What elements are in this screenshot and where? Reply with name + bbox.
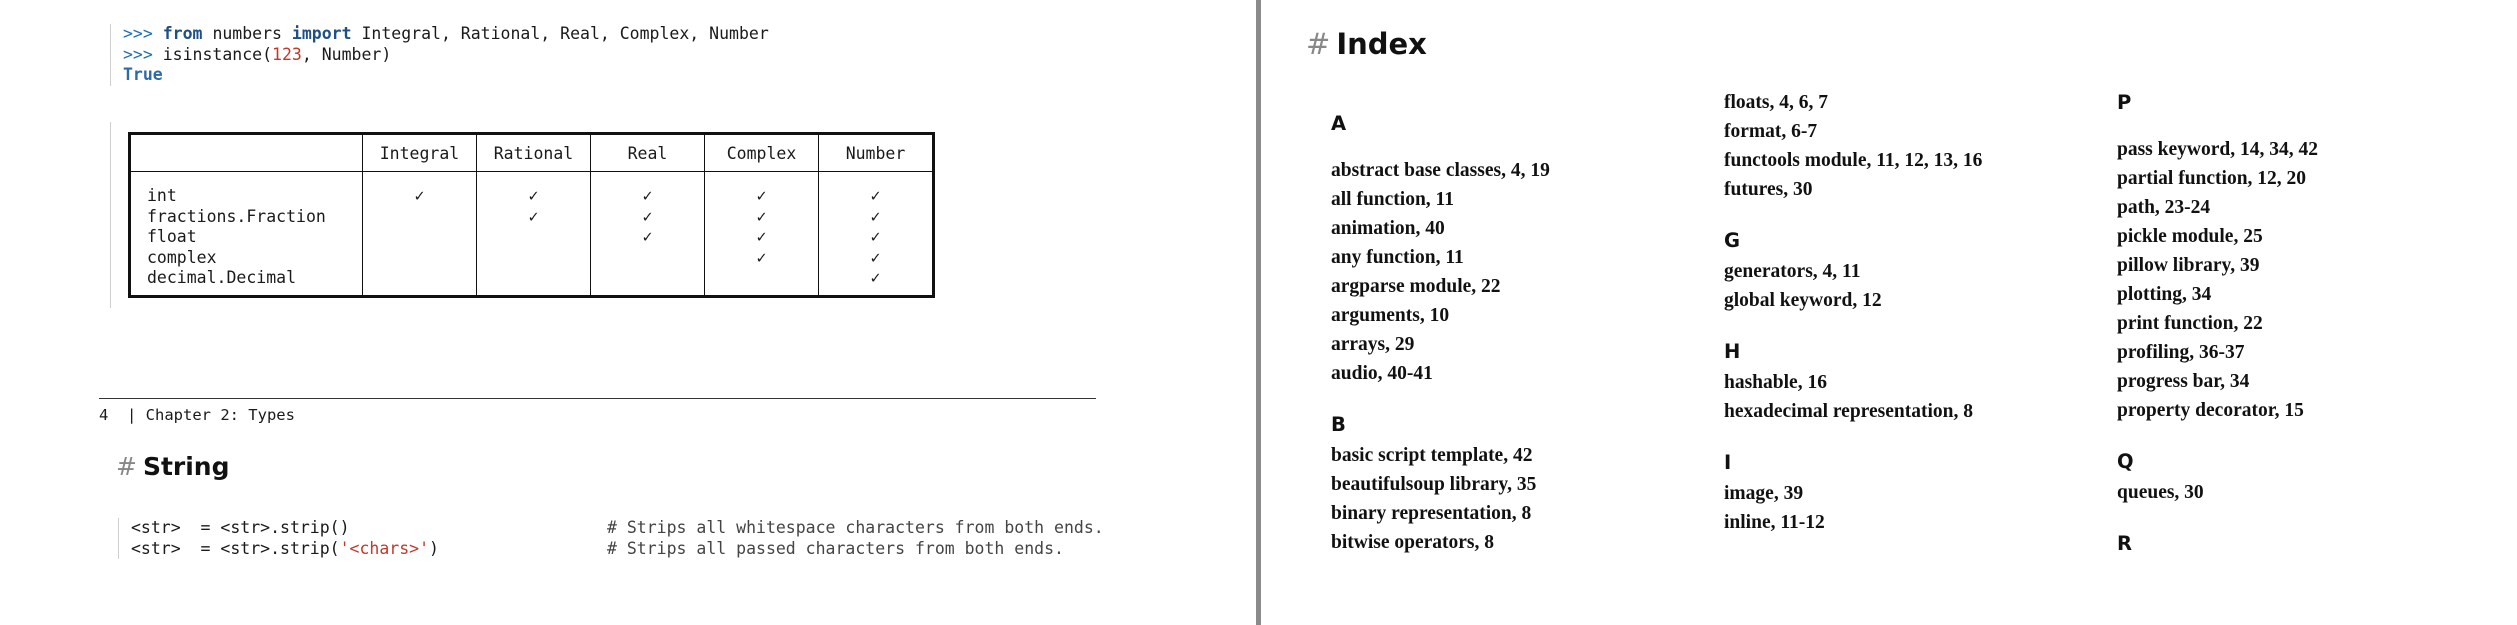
checkmark [363, 227, 476, 248]
index-entry: partial function, 12, 20 [2117, 168, 2307, 189]
checkmark [363, 268, 476, 289]
repl-line-2 [123, 45, 769, 66]
index-entry: hashable, 16 [1724, 372, 1827, 393]
check-column-cell [819, 172, 934, 297]
string-code-block [118, 518, 1104, 559]
call-rest: , Number) [301, 44, 392, 64]
checkmark [591, 248, 704, 269]
number-types-table [128, 132, 935, 298]
index-entry: binary representation, 8 [1331, 503, 1532, 524]
type-names-cell [130, 172, 363, 297]
index-letter-heading: A [1331, 112, 1347, 135]
index-entry: global keyword, 12 [1724, 290, 1882, 311]
checkmark [477, 268, 590, 289]
repl-line-1 [123, 24, 769, 45]
repl-output [123, 65, 769, 86]
checkmark: ✓ [756, 206, 767, 226]
column-header: Integral [363, 134, 477, 172]
keyword-import: import [291, 24, 352, 43]
string-literal: '<chars>' [339, 538, 430, 558]
index-entry: animation, 40 [1331, 218, 1445, 239]
checkmark: ✓ [414, 186, 425, 205]
repl-prompt: >>> [123, 24, 153, 43]
index-entry: abstract base classes, 4, 19 [1331, 160, 1550, 181]
index-entry: bitwise operators, 8 [1331, 532, 1495, 553]
checkmark: ✓ [870, 186, 881, 205]
type-name: fractions.Fraction [147, 206, 326, 226]
code-comment: # Strips all whitespace characters from both ends. [607, 518, 1104, 537]
checkmark [477, 227, 590, 248]
number-literal: 123 [272, 44, 302, 64]
footer-rule [99, 398, 1096, 399]
code-line [131, 518, 1104, 539]
left-page [0, 0, 1256, 625]
checkmark: ✓ [756, 227, 767, 246]
imported-names: Integral, Rational, Real, Complex, Number [361, 24, 769, 43]
index-entry: beautifulsoup library, 35 [1331, 474, 1537, 495]
index-letter-heading: H [1724, 340, 1741, 363]
index-entry: basic script template, 42 [1331, 445, 1533, 466]
index-entry: functools module, 11, 12, 13, 16 [1724, 150, 1983, 171]
checkmark [363, 248, 476, 269]
check-column-cell [591, 172, 705, 297]
right-page [1261, 0, 2517, 625]
index-entry: inline, 11-12 [1724, 512, 1825, 533]
index-entry: property decorator, 15 [2117, 400, 2304, 421]
index-entry: any function, 11 [1331, 247, 1464, 268]
index-entry: argparse module, 22 [1331, 276, 1501, 297]
heading-hash: # [1306, 27, 1331, 61]
checkmark: ✓ [756, 186, 767, 205]
index-letter-heading: P [2117, 91, 2132, 114]
column-header: Complex [705, 134, 819, 172]
check-column-cell [705, 172, 819, 297]
index-entry: pillow library, 39 [2117, 255, 2260, 276]
table-header-row [130, 134, 934, 172]
checkmark [477, 248, 590, 269]
index-entry: arguments, 10 [1331, 305, 1450, 326]
code-expression [131, 539, 607, 560]
repl-code-block [110, 24, 769, 86]
code-expression [131, 518, 607, 539]
type-name: float [147, 227, 197, 246]
output-true: True [123, 65, 163, 84]
index-entry: queues, 30 [2117, 482, 2204, 503]
column-header: Number [819, 134, 934, 172]
index-entry: pickle module, 25 [2117, 226, 2263, 247]
index-letter-heading: Q [2117, 450, 2134, 473]
column-header [130, 134, 363, 172]
index-entry: plotting, 34 [2117, 284, 2212, 305]
checkmark [363, 207, 476, 228]
number-types-table-block [110, 122, 935, 308]
page-footer: 4 | Chapter 2: Types [99, 406, 295, 424]
index-letter-heading: R [2117, 532, 2133, 555]
column-header: Real [591, 134, 705, 172]
checkmark: ✓ [870, 206, 881, 226]
code-line [131, 539, 1104, 560]
check-column-cell [477, 172, 591, 297]
checkmark: ✓ [870, 268, 881, 287]
checkmark [705, 268, 818, 289]
isinstance-call: isinstance( [162, 44, 273, 64]
index-entry: all function, 11 [1331, 189, 1454, 210]
code-text: <str> = <str>.strip() [131, 518, 350, 537]
index-entry: print function, 22 [2117, 313, 2263, 334]
index-letter-heading: B [1331, 413, 1346, 436]
checkmark: ✓ [756, 247, 767, 267]
type-name: complex [147, 247, 217, 267]
index-entry: path, 23-24 [2117, 197, 2211, 218]
index-entry: pass keyword, 14, 34, 42 [2117, 139, 2318, 160]
module-name: numbers [212, 24, 282, 43]
type-name: decimal.Decimal [147, 268, 297, 287]
table-body-row [130, 172, 934, 297]
code-text: <str> = <str>.strip( [131, 538, 340, 558]
index-entry: floats, 4, 6, 7 [1724, 92, 1828, 113]
checkmark: ✓ [870, 227, 881, 246]
index-entry: image, 39 [1724, 483, 1804, 504]
heading-hash: # [116, 452, 137, 481]
index-entry: generators, 4, 11 [1724, 261, 1861, 282]
checkmark: ✓ [528, 206, 539, 226]
index-letter-heading: I [1724, 451, 1732, 474]
check-column-cell [363, 172, 477, 297]
column-header: Rational [477, 134, 591, 172]
checkmark: ✓ [528, 186, 539, 205]
index-entry: format, 6-7 [1724, 121, 1818, 142]
type-name: int [147, 186, 177, 205]
section-heading-string [116, 452, 230, 481]
section-title: String [142, 452, 230, 481]
index-entry: progress bar, 34 [2117, 371, 2250, 392]
checkmark: ✓ [870, 247, 881, 267]
keyword-from: from [162, 24, 203, 43]
index-letter-heading: G [1724, 229, 1741, 252]
index-entry: audio, 40-41 [1331, 363, 1433, 384]
index-entry: futures, 30 [1724, 179, 1813, 200]
code-text: ) [429, 538, 439, 558]
index-entry: profiling, 36-37 [2117, 342, 2245, 363]
checkmark [591, 268, 704, 289]
checkmark: ✓ [642, 206, 653, 226]
index-heading [1306, 27, 1427, 61]
index-title: Index [1336, 27, 1427, 61]
code-comment: # Strips all passed characters from both ends. [607, 538, 1064, 558]
checkmark: ✓ [642, 227, 653, 246]
repl-prompt: >>> [123, 44, 153, 64]
checkmark: ✓ [642, 186, 653, 205]
index-entry: arrays, 29 [1331, 334, 1415, 355]
index-entry: hexadecimal representation, 8 [1724, 401, 1973, 422]
